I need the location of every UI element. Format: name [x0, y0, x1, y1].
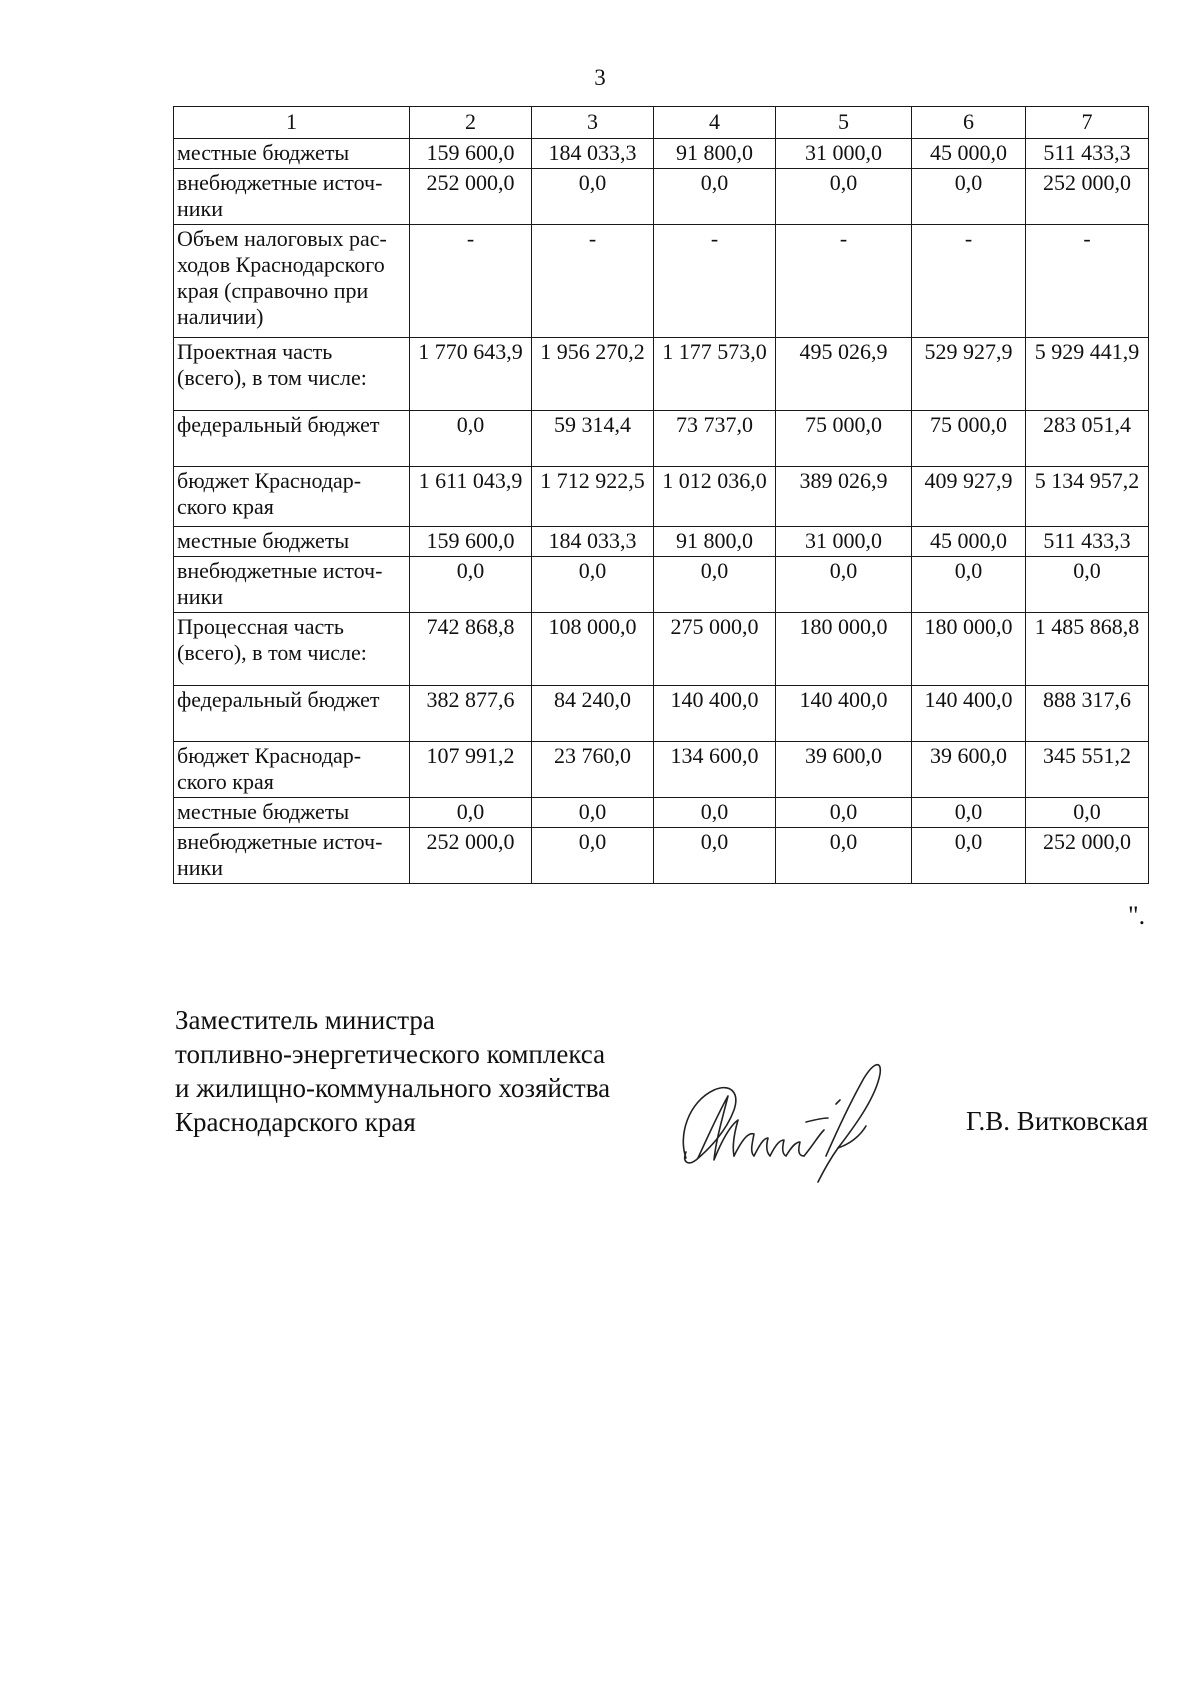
- table-cell: 252 000,0: [410, 828, 532, 884]
- table-cell: 59 314,4: [532, 411, 654, 467]
- signer-position-line: Краснодарского края: [175, 1107, 416, 1137]
- table-cell: 345 551,2: [1026, 742, 1149, 798]
- table-cell: 0,0: [1026, 798, 1149, 828]
- table-cell: 283 051,4: [1026, 411, 1149, 467]
- table-row: [174, 557, 1149, 613]
- row-label: бюджет Краснодар-ского края: [174, 467, 410, 527]
- table-cell: 159 600,0: [410, 139, 532, 169]
- table-cell: 252 000,0: [1026, 828, 1149, 884]
- table-row: [174, 411, 1149, 467]
- table-cell: 0,0: [532, 557, 654, 613]
- table-cell: 5 929 441,9: [1026, 338, 1149, 411]
- table-cell: 0,0: [1026, 557, 1149, 613]
- table-cell: -: [410, 225, 532, 338]
- table-cell: 409 927,9: [912, 467, 1026, 527]
- table-cell: 1 770 643,9: [410, 338, 532, 411]
- row-label: местные бюджеты: [174, 139, 410, 169]
- row-label: бюджет Краснодар-ского края: [174, 742, 410, 798]
- table-row: [174, 828, 1149, 884]
- table-cell: 140 400,0: [776, 686, 912, 742]
- table-cell: 107 991,2: [410, 742, 532, 798]
- table-row: [174, 686, 1149, 742]
- table-cell: 529 927,9: [912, 338, 1026, 411]
- table-cell: 31 000,0: [776, 139, 912, 169]
- table-row: [174, 613, 1149, 686]
- table-header-row: [174, 107, 1149, 139]
- table-cell: -: [912, 225, 1026, 338]
- table-cell: 0,0: [532, 798, 654, 828]
- table-cell: 73 737,0: [654, 411, 776, 467]
- table-cell: 184 033,3: [532, 139, 654, 169]
- table-cell: 0,0: [912, 798, 1026, 828]
- table-cell: 0,0: [776, 557, 912, 613]
- table-cell: 1 012 036,0: [654, 467, 776, 527]
- table-cell: 0,0: [912, 169, 1026, 225]
- table-cell: -: [654, 225, 776, 338]
- table-cell: 31 000,0: [776, 527, 912, 557]
- table-cell: 511 433,3: [1026, 527, 1149, 557]
- table-cell: 45 000,0: [912, 139, 1026, 169]
- table-cell: 389 026,9: [776, 467, 912, 527]
- table-cell: 0,0: [654, 798, 776, 828]
- table-cell: 888 317,6: [1026, 686, 1149, 742]
- table-cell: 742 868,8: [410, 613, 532, 686]
- table-cell: -: [532, 225, 654, 338]
- table-cell: 0,0: [654, 557, 776, 613]
- table-cell: 0,0: [912, 557, 1026, 613]
- table-cell: 0,0: [776, 798, 912, 828]
- column-header: 3: [532, 107, 654, 139]
- row-label: Проектная часть (всего), в том числе:: [174, 338, 410, 411]
- table-cell: 1 177 573,0: [654, 338, 776, 411]
- table-cell: 23 760,0: [532, 742, 654, 798]
- budget-table: [173, 106, 1149, 884]
- table-cell: 75 000,0: [912, 411, 1026, 467]
- closing-quote-mark: ".: [1128, 901, 1146, 930]
- table-cell: 5 134 957,2: [1026, 467, 1149, 527]
- row-label: местные бюджеты: [174, 798, 410, 828]
- table-cell: 39 600,0: [912, 742, 1026, 798]
- table-cell: 134 600,0: [654, 742, 776, 798]
- table-cell: 1 611 043,9: [410, 467, 532, 527]
- table-cell: 140 400,0: [912, 686, 1026, 742]
- page-number: 3: [594, 65, 606, 90]
- table-cell: 0,0: [654, 828, 776, 884]
- table-cell: 0,0: [410, 557, 532, 613]
- table-cell: -: [776, 225, 912, 338]
- handwritten-signature: [668, 1040, 898, 1190]
- row-label: внебюджетные источ-ники: [174, 169, 410, 225]
- table-cell: 184 033,3: [532, 527, 654, 557]
- table-cell: 0,0: [776, 828, 912, 884]
- table-cell: 0,0: [532, 828, 654, 884]
- table-cell: 511 433,3: [1026, 139, 1149, 169]
- row-label: внебюджетные источ-ники: [174, 557, 410, 613]
- signer-position-line: и жилищно-коммунального хозяйства: [175, 1073, 611, 1103]
- table-cell: 1 485 868,8: [1026, 613, 1149, 686]
- table-cell: 252 000,0: [1026, 169, 1149, 225]
- row-label: внебюджетные источ-ники: [174, 828, 410, 884]
- table-cell: 0,0: [410, 411, 532, 467]
- table-row: [174, 742, 1149, 798]
- table-cell: 0,0: [912, 828, 1026, 884]
- column-header: 4: [654, 107, 776, 139]
- column-header: 6: [912, 107, 1026, 139]
- table-cell: 180 000,0: [776, 613, 912, 686]
- row-label: Процессная часть (всего), в том числе:: [174, 613, 410, 686]
- table-cell: 0,0: [532, 169, 654, 225]
- table-cell: 180 000,0: [912, 613, 1026, 686]
- row-label: федеральный бюджет: [174, 411, 410, 467]
- table-row: [174, 798, 1149, 828]
- table-cell: 0,0: [410, 798, 532, 828]
- column-header: 2: [410, 107, 532, 139]
- column-header: 7: [1026, 107, 1149, 139]
- row-label: Объем налоговых рас-ходов Краснодарского края (справочно при наличии): [174, 225, 410, 338]
- table-cell: -: [1026, 225, 1149, 338]
- column-header: 1: [174, 107, 410, 139]
- table-cell: 91 800,0: [654, 139, 776, 169]
- table-cell: 108 000,0: [532, 613, 654, 686]
- table-row: [174, 169, 1149, 225]
- signer-name: Г.В. Витковская: [965, 1106, 1148, 1136]
- signer-position-line: Заместитель министра: [175, 1005, 435, 1035]
- column-header: 5: [776, 107, 912, 139]
- table-cell: 75 000,0: [776, 411, 912, 467]
- row-label: местные бюджеты: [174, 527, 410, 557]
- row-label: федеральный бюджет: [174, 686, 410, 742]
- table-cell: 0,0: [654, 169, 776, 225]
- table-cell: 275 000,0: [654, 613, 776, 686]
- table-cell: 382 877,6: [410, 686, 532, 742]
- table-row: [174, 225, 1149, 338]
- table-row: [174, 527, 1149, 557]
- table-row: [174, 467, 1149, 527]
- table-cell: 252 000,0: [410, 169, 532, 225]
- signer-position-line: топливно-энергетического комплекса: [175, 1039, 606, 1069]
- table-cell: 45 000,0: [912, 527, 1026, 557]
- table-cell: 140 400,0: [654, 686, 776, 742]
- table-cell: 39 600,0: [776, 742, 912, 798]
- table-cell: 1 956 270,2: [532, 338, 654, 411]
- table-row: [174, 338, 1149, 411]
- table-cell: 159 600,0: [410, 527, 532, 557]
- table-cell: 84 240,0: [532, 686, 654, 742]
- table-cell: 0,0: [776, 169, 912, 225]
- table-row: [174, 139, 1149, 169]
- table-cell: 91 800,0: [654, 527, 776, 557]
- table-cell: 495 026,9: [776, 338, 912, 411]
- signer-position: [175, 1003, 610, 1139]
- table-cell: 1 712 922,5: [532, 467, 654, 527]
